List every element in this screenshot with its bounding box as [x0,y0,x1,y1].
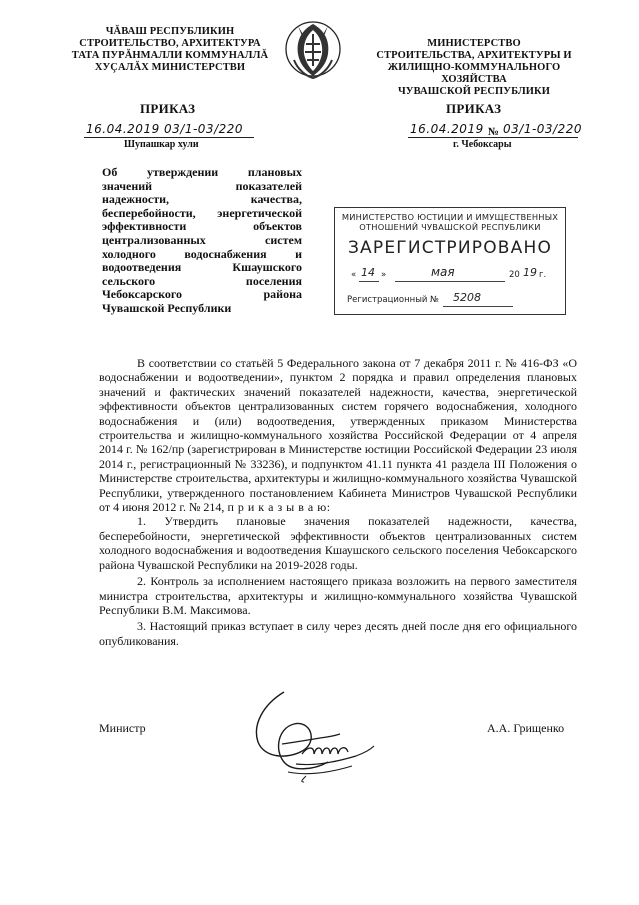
stamp-quote-close: » [381,270,387,280]
coat-of-arms-emblem [284,14,342,84]
document-title [102,166,302,316]
city-right: г. Чебоксары [453,139,512,150]
stamp-reg-row [335,289,565,309]
stamp-day: 14 [361,266,375,279]
order-underline-right [408,137,578,138]
order-date-right: 16.04.2019 [410,122,484,136]
stamp-year-suffix: 19 [523,266,537,279]
order-underline-left [84,137,254,138]
title-line: Чувашской Республики [102,300,232,315]
body-paragraph-preamble [99,356,577,514]
title-line: сельского поселения [102,273,302,288]
stamp-status: ЗАРЕГИСТРИРОВАНО [347,238,553,258]
title-line: централизованных систем [102,232,302,247]
body-paragraph-3: 3. Настоящий приказ вступает в силу через десять дней после дня его официального опубликования. [99,619,577,648]
order-number-sign: № [488,126,500,138]
header-left-org [70,26,270,74]
document-body [99,356,577,648]
title-line: надежности, качества, [102,192,302,207]
stamp-month: мая [431,265,455,279]
body-paragraph-2: 2. Контроль за исполнением настоящего приказа возложить на первого заместителя министра строительства, архитектуры и жилищно-коммунального хозяйства Чувашской Республики В.М. Максимова. [99,574,577,617]
stamp-reg-number: 5208 [453,291,481,304]
header-left-line: ЧĂВАШ РЕСПУБЛИКИН [105,26,235,37]
stamp-reg-label: Регистрационный № [347,295,439,305]
header-right-org [358,38,590,98]
title-line: Об утверждении плановых [102,165,302,179]
stamp-org-line: МИНИСТЕРСТВО ЮСТИЦИИ И ИМУЩЕСТВЕННЫХ [341,212,559,222]
stamp-year-prefix: 20 [509,270,520,280]
stamp-reg-underline [443,306,513,307]
title-line: бесперебойности, энергетической [102,205,302,220]
signer-position: Министр [99,721,146,735]
order-number-right: 03/1-03/220 [503,122,582,136]
header-right-line: ЖИЛИЩНО-КОММУНАЛЬНОГО ХОЗЯЙСТВА [387,62,561,85]
body-paragraph-1: 1. Утвердить плановые значения показателей надежности, качества, бесперебойности, энергетической эффективности объектов централизованных систем холодного водоснабжения и водоотведения Кшаушского сельского поселения Чебоксарского района Чувашской Республики на 2019-2028 годы. [99,514,577,572]
stamp-year-unit: г. [539,270,547,280]
title-line: холодного водоснабжения и [102,246,302,261]
title-line: Чебоксарского района [102,287,302,302]
header-right-line: МИНИСТЕРСТВО [427,38,521,49]
header-left-line: ХУÇАЛĂХ МИНИСТЕРСТВИ [94,62,246,73]
preamble-order-word: п р и к а з ы в а ю: [227,500,331,515]
order-title-left: ПРИКАЗ [140,101,196,116]
header-left-line: СТРОИТЕЛЬСТВО, АРХИТЕКТУРА [79,38,261,49]
stamp-day-underline [359,281,379,282]
handwritten-signature-image [244,684,384,784]
header-right-line: ЧУВАШСКОЙ РЕСПУБЛИКИ [397,86,551,97]
stamp-month-underline [395,281,505,282]
registration-stamp [334,207,566,315]
title-line: водоотведения Кшаушского [102,260,302,275]
header-right-line: СТРОИТЕЛЬСТВА, АРХИТЕКТУРЫ И [376,50,572,61]
signer-name: А.А. Грищенко [487,721,565,735]
title-line: эффективности объектов [102,219,302,234]
stamp-date-row [335,264,565,286]
preamble-text: В соответствии со статьёй 5 Федерального закона от 7 декабря 2011 г. № 416-ФЗ «О водоснабжении и водоотведении», пунктом 2 порядка и правил определения плановых значений и фактических значений показателей надежности, качества, энергетической эффективности объектов централизованных систем горячего водоснабжения, холодного водоснабжения и (или) водоотведения, утвержденных приказом Министерства строительства и жилищно-коммунального хозяйства Российской Федерации от 4 апреля 2014 г. № 162/пр (зарегистрирован в Министерстве юстиции Российской Федерации 23 июля 2014 г., регистрационный № 33236), и подпунктом 41.11 пункта 41 раздела III Положения о Министерстве строительства, архитектуры и жилищно-коммунального хозяйства Чувашской Республики, утвержденного постановлением Кабинета Министров Чувашской Республики от 4 июня 2012 г. № 214, [99,356,577,515]
title-line: значений показателей [102,178,302,193]
stamp-org-line: ОТНОШЕНИЙ ЧУВАШСКОЙ РЕСПУБЛИКИ [359,222,541,232]
order-handwritten-left: 16.04.2019 03/1-03/220 [86,122,244,136]
stamp-quote-open: « [351,270,357,280]
city-left: Шупашкар хули [124,139,199,150]
order-title-right: ПРИКАЗ [446,101,502,116]
header-left-line: ТАТА ПУРĂНМАЛЛИ КОММУНАЛЛĂ [71,50,269,61]
